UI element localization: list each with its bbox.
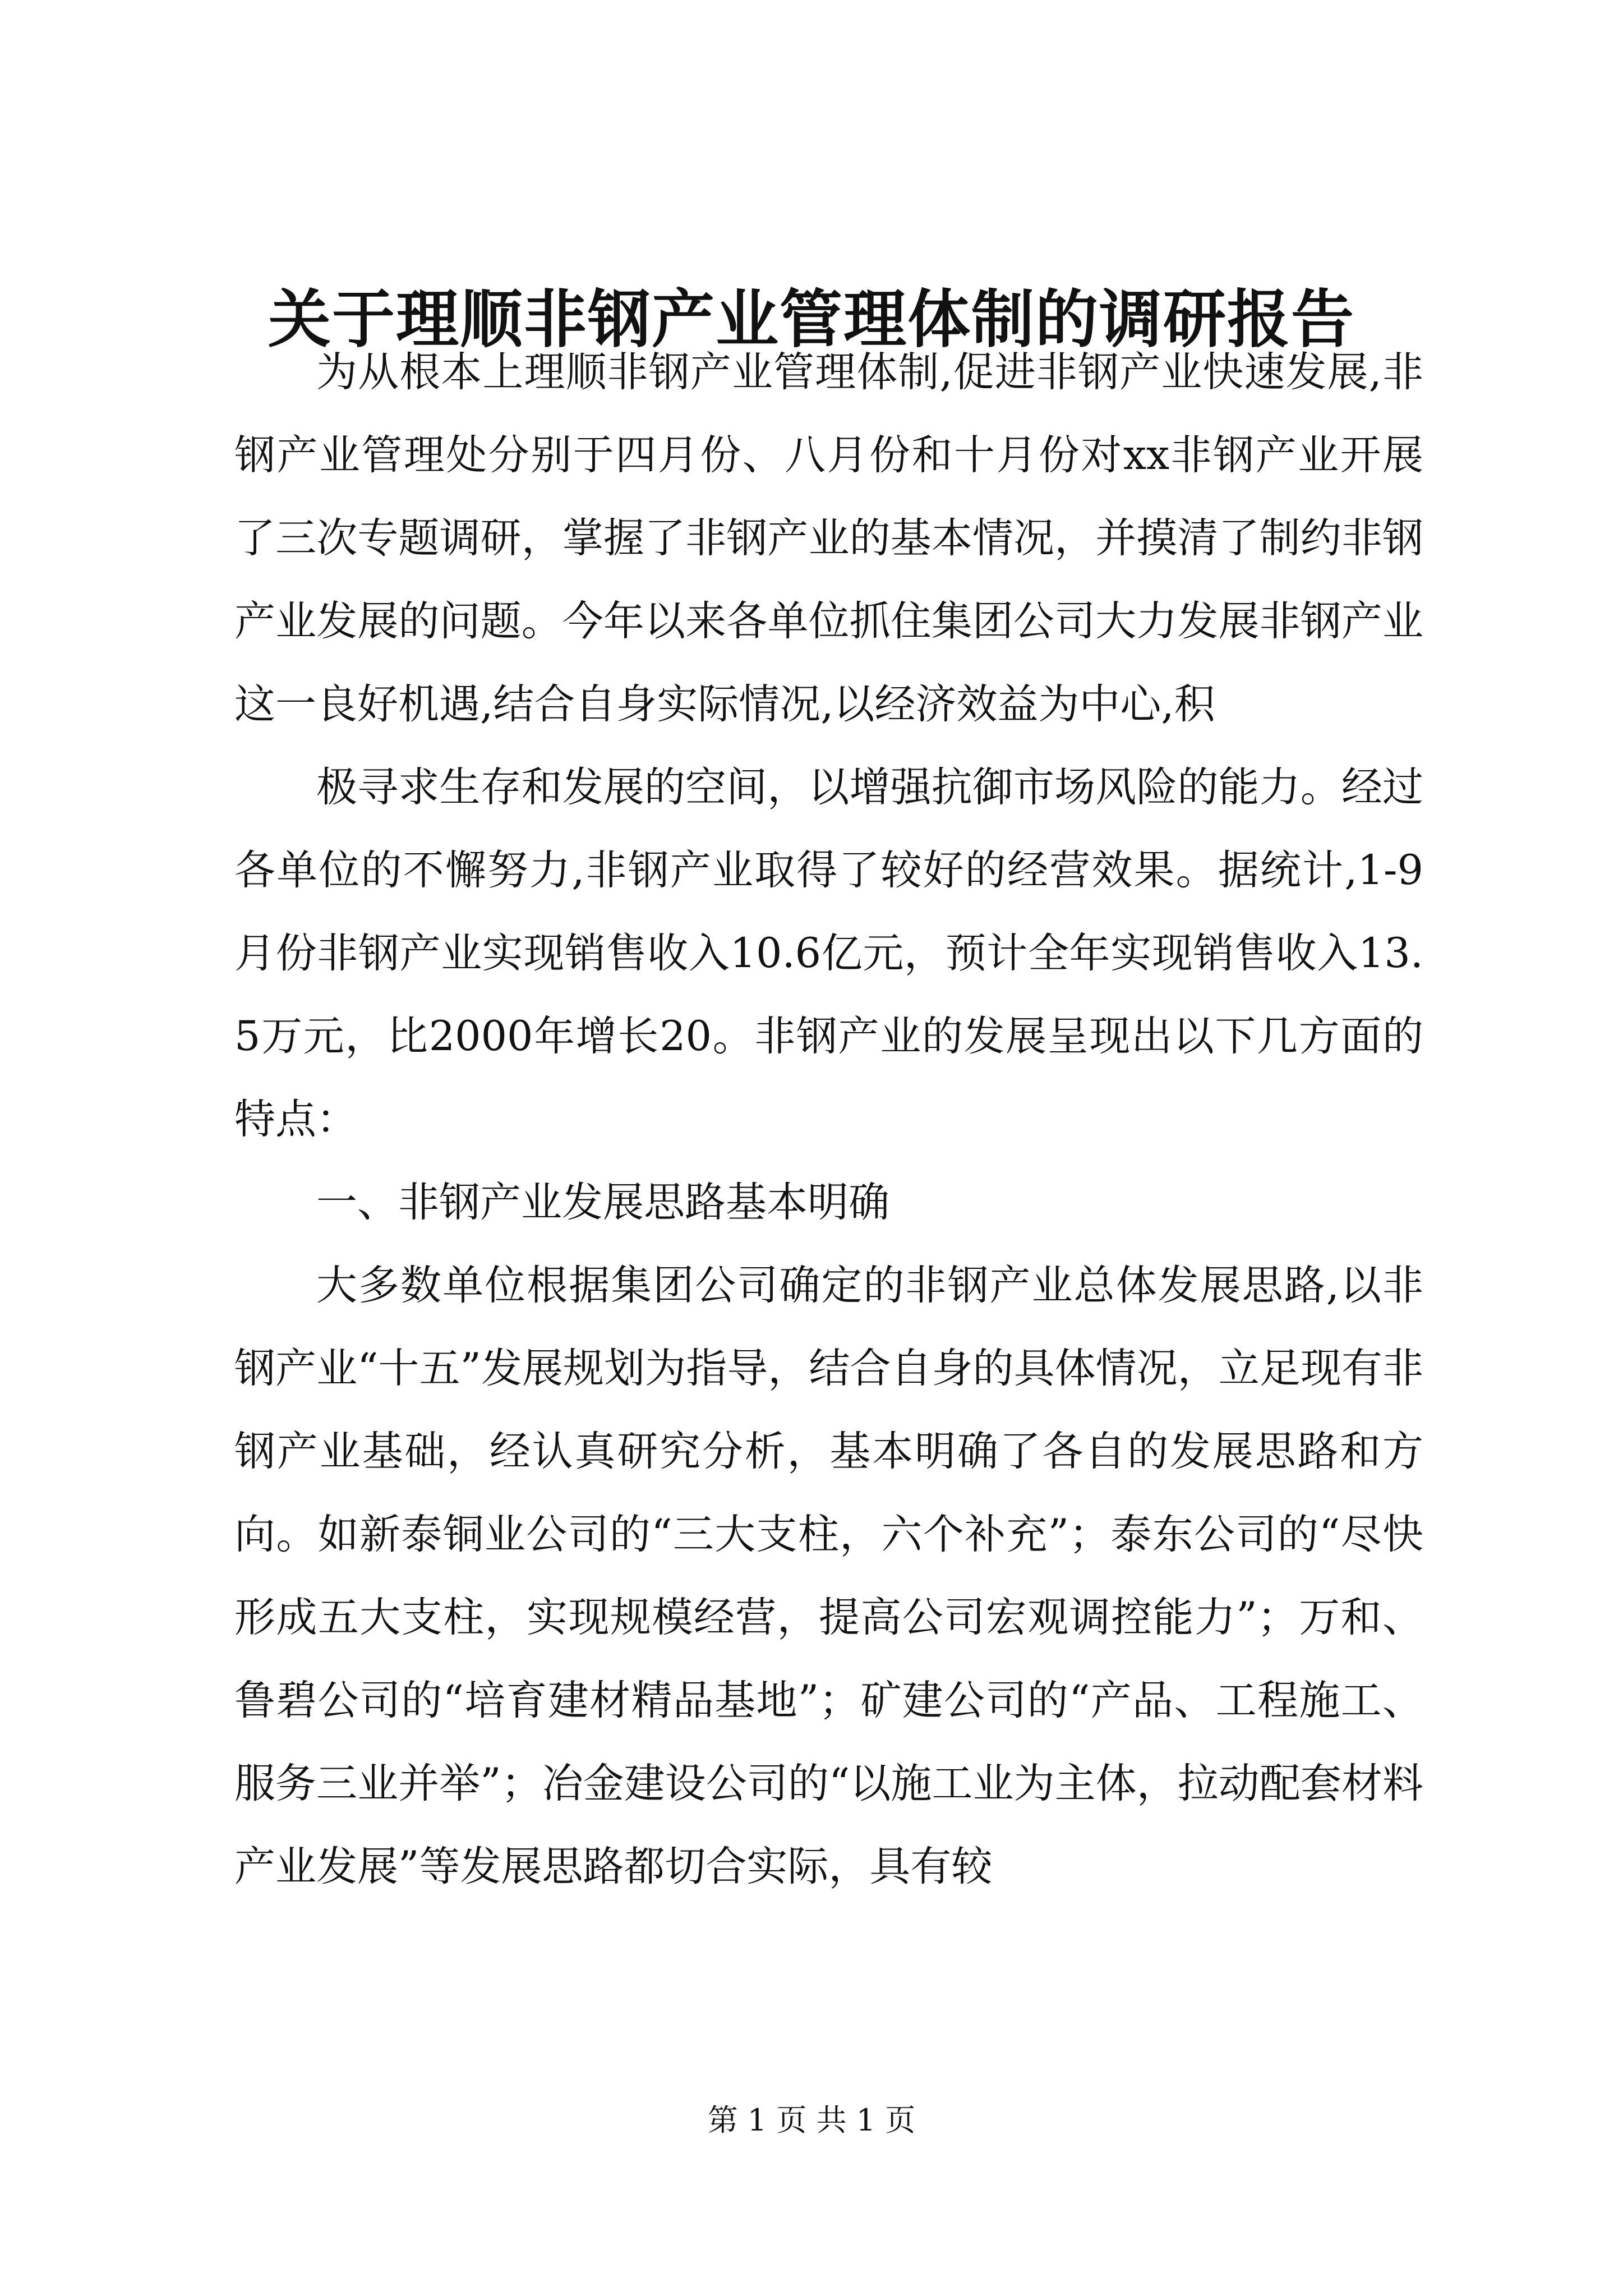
document-body xyxy=(234,331,1423,1908)
section-heading-1: 一、非钢产业发展思路基本明确 xyxy=(316,1179,889,1226)
document-title: 关于理顺非钢产业管理体制的调研报告 xyxy=(268,283,1355,356)
page-number-footer: 第 1 页 共 1 页 xyxy=(707,2102,916,2138)
paragraph-development: 大多数单位根据集团公司确定的非钢产业总体发展思路,以非钢产业“十五”发展规划为指导，结合自身的具体情况，立足现有非钢产业基础，经认真研究分析，基本明确了各自的发展思路和方向。如新泰铜业公司的“三大支柱，六个补充”；泰东公司的“尽快形成五大支柱，实现规模经营，提高公司宏观调控能力”；万和、鲁碧公司的“培育建材精品基地”；矿建公司的“产品、工程施工、服务三业并举”；冶金建设公司的“以施工业为主体，拉动配套材料产业发展”等发展思路都切合实际，具有较 xyxy=(234,1262,1423,1890)
paragraph-intro: 为从根本上理顺非钢产业管理体制,促进非钢产业快速发展,非钢产业管理处分别于四月份、八月份和十月份对xx非钢产业开展了三次专题调研，掌握了非钢产业的基本情况，并摸清了制约非钢产业发展的问题。今年以来各单位抓住集团公司大力发展非钢产业这一良好机遇,结合自身实际情况,以经济效益为中心,积 xyxy=(234,348,1423,728)
paragraph-results: 极寻求生存和发展的空间，以增强抗御市场风险的能力。经过各单位的不懈努力,非钢产业取得了较好的经营效果。据统计,1-9月份非钢产业实现销售收入10.6亿元，预计全年实现销售收入13.5万元，比2000年增长20。非钢产业的发展呈现出以下几方面的特点： xyxy=(234,763,1423,1143)
